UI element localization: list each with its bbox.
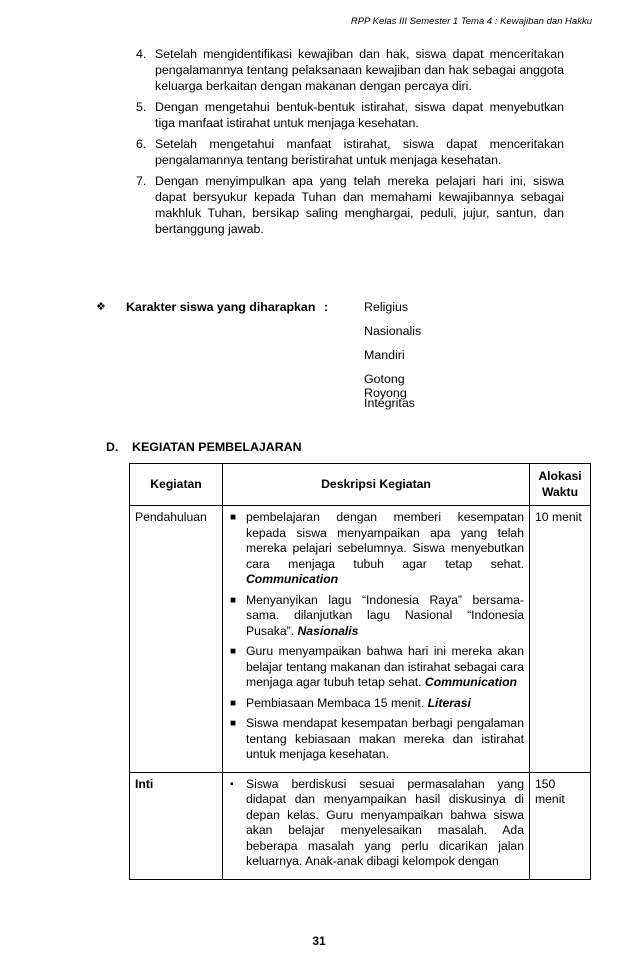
item-text: Siswa berdiskusi sesuai permasalahan yang didapat dan menyampaikan hasil diskusinya di depan kelas. Guru menyampaikan bahwa siswa akan belajar menyelesaikan masalah. Ada beberapa masalah yang perlu dicarikan jalan keluarnya. Anak-anak dibagi kelompok dengan bbox=[246, 776, 524, 868]
item-tag: Communication bbox=[424, 675, 517, 689]
character-colon: : bbox=[324, 300, 329, 314]
learning-goal-item bbox=[136, 99, 564, 131]
item-text: Siswa mendapat kesempatan berbagi pengalaman tentang kebiasaan makan mereka dan istirahat untuk menjaga kesehatan. bbox=[246, 716, 524, 761]
goal-text: Dengan menyimpulkan apa yang telah mereka pelajari hari ini, siswa dapat bersyukur kepada Tuhan dan memahami kewajibannya sebagai makhluk Tuhan, bersikap saling menghargai, peduli, jujur, santun, dan bertanggung jawab. bbox=[155, 174, 564, 236]
learning-goal-item bbox=[136, 173, 564, 237]
header-alokasi: Alokasi Waktu bbox=[530, 464, 591, 506]
goal-number: 7. bbox=[136, 174, 147, 188]
item-text: Pembiasaan Membaca 15 menit. bbox=[246, 695, 425, 710]
square-bullet-icon: ■ bbox=[230, 646, 237, 657]
section-letter: D. bbox=[106, 440, 119, 454]
section-title: KEGIATAN PEMBELAJARAN bbox=[132, 440, 302, 454]
diamond-bullet-icon: ❖ bbox=[96, 301, 106, 313]
square-bullet-icon: ■ bbox=[230, 594, 237, 606]
learning-goal-item bbox=[136, 136, 564, 168]
activities-table bbox=[129, 463, 591, 880]
list-item bbox=[228, 593, 524, 640]
learning-goal-item bbox=[136, 46, 564, 94]
small-square-bullet-icon: ▪ bbox=[230, 778, 234, 790]
list-item bbox=[228, 777, 524, 870]
item-text: pembelajaran dengan memberi kesempatan kepada siswa menyampaikan apa yang telah mereka pelajari sebelumnya. Siswa menyebutkan cara menjaga tubuh agar tetap sehat. bbox=[246, 510, 524, 571]
character-value: Religius bbox=[364, 300, 409, 314]
list-item bbox=[228, 696, 524, 712]
character-value: Nasionalis bbox=[364, 324, 422, 338]
activity-name: Pendahuluan bbox=[130, 506, 223, 773]
goal-text: Dengan mengetahui bentuk-bentuk istirahat, siswa dapat menyebutkan tiga manfaat istirahat untuk menjaga kesehatan. bbox=[155, 100, 564, 130]
list-item bbox=[228, 716, 524, 763]
character-values bbox=[364, 300, 421, 420]
item-tag: Nasionalis bbox=[297, 623, 359, 638]
goal-number: 4. bbox=[136, 47, 147, 61]
item-text: Guru menyampaikan bahwa hari ini mereka akan belajar tentang makanan dan istirahat sebagai cara menjaga agar tubuh tetap sehat. bbox=[246, 644, 524, 689]
goal-number: 6. bbox=[136, 137, 147, 151]
learning-goals-list bbox=[136, 46, 564, 242]
square-bullet-icon: ■ bbox=[230, 697, 237, 709]
table-header-row bbox=[130, 464, 591, 506]
character-value: Gotong Royong bbox=[364, 372, 407, 400]
header-kegiatan: Kegiatan bbox=[130, 464, 223, 506]
character-value: Integritas bbox=[364, 396, 415, 410]
character-label: Karakter siswa yang diharapkan bbox=[126, 300, 316, 314]
table-row bbox=[130, 772, 591, 879]
goal-text: Setelah mengidentifikasi kewajiban dan hak, siswa dapat menceritakan pengalamannya tentang pelaksanaan kewajiban dan hak sebagai anggota keluarga berkaitan dengan makanan dengan percaya diri. bbox=[155, 47, 564, 93]
activity-description bbox=[223, 506, 530, 773]
list-item bbox=[228, 644, 524, 691]
header-deskripsi: Deskripsi Kegiatan bbox=[223, 464, 530, 506]
goal-number: 5. bbox=[136, 100, 147, 114]
running-header: RPP Kelas III Semester 1 Tema 4 : Kewajiban dan Hakku bbox=[350, 16, 592, 27]
activity-name: Inti bbox=[130, 772, 223, 879]
character-value: Mandiri bbox=[364, 348, 405, 362]
activity-duration: 10 menit bbox=[530, 506, 591, 773]
item-tag: Literasi bbox=[427, 695, 471, 710]
activity-description bbox=[223, 772, 530, 879]
item-tag: Communication bbox=[246, 572, 339, 586]
table-row bbox=[130, 506, 591, 773]
square-bullet-icon: ■ bbox=[230, 512, 237, 523]
goal-text: Setelah mengetahui manfaat istirahat, siswa dapat menceritakan pengalamannya tentang beristirahat untuk menjaga kesehatan. bbox=[155, 137, 564, 167]
activity-duration: 150 menit bbox=[530, 772, 591, 879]
page-number: 31 bbox=[312, 934, 326, 948]
square-bullet-icon: ■ bbox=[230, 718, 237, 729]
item-text: Menyanyikan lagu “Indonesia Raya” bersama-sama. dilanjutkan lagu Nasional “Indonesia Pusaka”. bbox=[246, 592, 524, 638]
list-item bbox=[228, 510, 524, 588]
